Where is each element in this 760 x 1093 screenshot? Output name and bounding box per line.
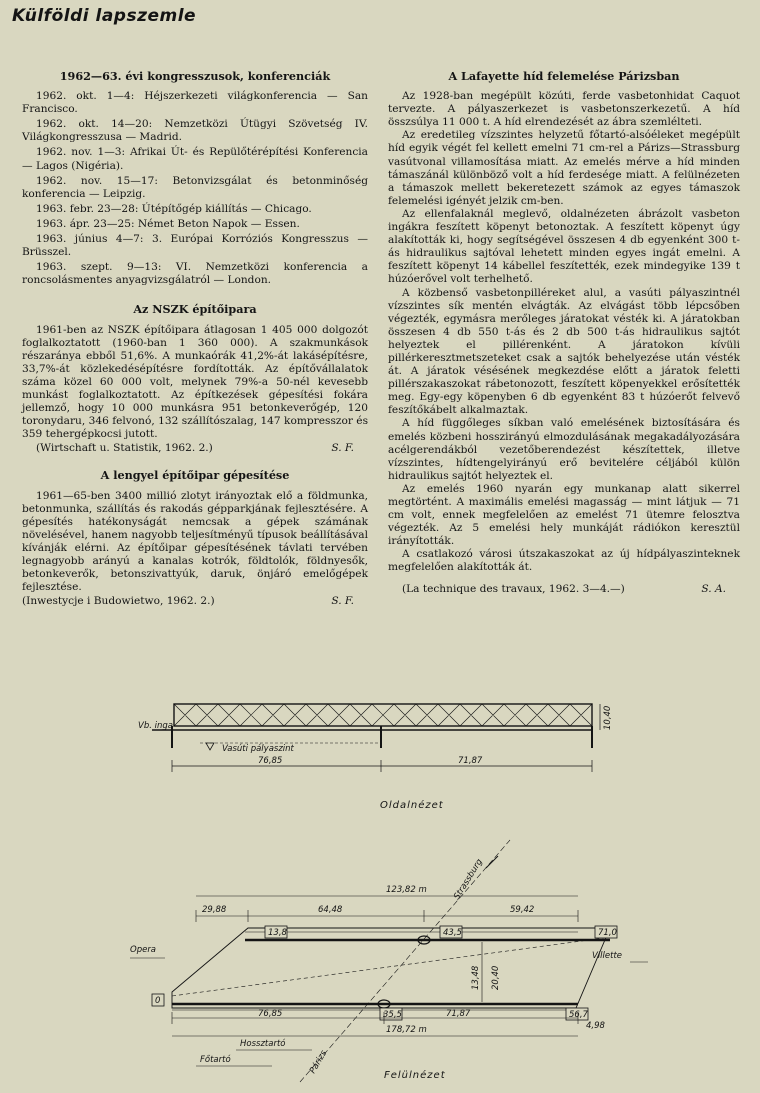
plan-girder-line [172, 938, 604, 996]
polish-signature: S. F. [331, 595, 354, 608]
lafayette-paragraph: A csatlakozó városi útszakaszokat az új hídpályaszinteknek megfelelően alakították át. [388, 548, 740, 574]
congress-entry: 1963. ápr. 23—25: Német Beton Napok — Essen. [36, 217, 300, 230]
side-rail-level-label: Vasúti pályaszint [222, 744, 294, 754]
lafayette-paragraph: Az emelés 1960 nyarán egy munkanap alatt sikerrel megtörtént. A maximális emelési magasság — mint látjuk — 71 cm volt, ennek megfelelően az emelést 71 ütemre felosztva végezték. Az 5 emelési hely munkáját rádiókon keresztül irányították. [388, 482, 740, 548]
box-13-8-value: 13,8 [268, 928, 287, 938]
plan-dim-v1: 13,48 [471, 965, 481, 990]
congress-entry: 1962. okt. 14—20: Nemzetközi Útügyi Szövetség IV. Világkongresszusa — Madrid. [22, 118, 368, 144]
plan-label-strassburg: Strassburg [452, 857, 485, 902]
plan-label-opera: Opera [130, 945, 157, 955]
right-column [388, 70, 740, 596]
plan-label-villette: Villette [592, 951, 623, 961]
page-header: Külföldi lapszemle [12, 6, 197, 26]
left-column [22, 70, 368, 608]
box-43-5-value: 43,5 [443, 928, 462, 938]
lafayette-paragraph: A híd függőleges síkban való emelésének biztosítására és emelés közbeni hosszirányú elmozdulásának megakadályozására acélgerendákból vezetőberendezést készítettek, illetve vízszintes, hídtengelyirányú erő bevitelére céljából külön hidraulikus sajtót helyeztek el. [388, 417, 740, 482]
box-35-5-value: 35,5 [383, 1010, 402, 1020]
bridge-drawing [0, 690, 760, 1093]
nszk-signature: S. F. [331, 442, 354, 455]
lafayette-signature: S. A. [701, 582, 726, 595]
rail-level-marker [206, 743, 214, 750]
plan-caption: Felülnézet [384, 1070, 446, 1081]
polish-source-line [22, 595, 368, 608]
plan-label-hossztarto: Hossztartó [240, 1039, 286, 1049]
plan-label-fotarto: Főtartó [200, 1055, 231, 1065]
plan-rail-arrow [486, 856, 498, 868]
plan-dim-small: 4,98 [586, 1021, 605, 1031]
nszk-paragraph: 1961-ben az NSZK építőipara átlagosan 1 405 000 dolgozót foglalkoztatott (1960-ban 1 360 000). A szakmunkások részaránya ebből 51,6%. A munkaórák 41,2%-át lakásépítésre, 33,7%-át közlekedésépítésre fordították. Az építővállalatok száma közel 60 000 volt, melynek 79%-a 50-nél kevesebb munkást foglalkoztatott. Az építkezések gépesítési fokára jellemző, hogy 10 000 munkásra 951 betonkeverőgép, 120 toronydaru, 346 felvonó, 132 szállítószalag, 147 kompresszor és 359 tehergépkocsi jutott. [22, 323, 368, 441]
plan-total-bottom: 178,72 m [386, 1025, 427, 1035]
plan-railway-axis [300, 840, 510, 1082]
bridge-figure [0, 690, 760, 1093]
lafayette-source: (La technique des travaux, 1962. 3—4.—) [402, 582, 625, 595]
congress-entry: 1963. febr. 23—28: Útépítőgép kiállítás — Chicago. [36, 202, 312, 215]
congress-entry: 1962. nov. 1—3: Afrikai Út- és Repülőtérépítési Konferencia — Lagos (Nigéria). [22, 146, 368, 172]
box-71-0-value: 71,0 [598, 928, 617, 938]
side-dim-left: 76,85 [258, 756, 283, 766]
lafayette-paragraph: A közbenső vasbetonpilléreket alul, a vasúti pályaszintnél vízszintes sík mentén elvágták. Az elvágást több lépcsőben végezték, egymásra merőleges járatokat vésték ki. A járatokban összesen 4 db 550 t-ás és 2 db 500 t-ás hidraulikus sajtót helyeztek el pillérenként. A járatokon kívüli pillérkeresztmetszeteket csak a sajtók behelyezése után vésték át. A járatok vésésének megkezdése előtt a járatok feletti pillérszakaszokat rábetonozott, feszített köpenyekkel erősítették meg. Egy-egy köpenyben 6 db egyenként 83 t húzóerőt felvevő feszítőkábelt alkalmaztak. [388, 286, 740, 417]
plan-dim-v2: 20,40 [491, 965, 501, 990]
lafayette-title: A Lafayette híd felemelése Párizsban [448, 69, 680, 83]
plan-dim-c: 59,42 [510, 905, 535, 915]
congress-list [22, 90, 368, 287]
box-56-7-value: 56,7 [569, 1010, 588, 1020]
polish-title: A lengyel építőipar gépesítése [100, 468, 290, 483]
plan-label-paris: Párizs [307, 1048, 330, 1076]
congress-entry: 1962. okt. 1—4: Héjszerkezeti világkonferencia — San Francisco. [22, 90, 368, 116]
polish-source: (Inwestycje i Budowietwo, 1962. 2.) [22, 595, 215, 608]
plan-bottom-left: 76,85 [258, 1009, 283, 1019]
side-view [138, 704, 613, 811]
lafayette-source-line [388, 583, 740, 596]
congress-title: 1962—63. évi kongresszusok, konferenciák [59, 69, 331, 83]
side-dim-height: 10,40 [603, 705, 613, 730]
plan-dim-a: 29,88 [202, 905, 227, 915]
nszk-title: Az NSZK építőipara [133, 302, 257, 317]
side-caption: Oldalnézet [380, 800, 444, 811]
congress-entry: 1963. szept. 9—13: VI. Nemzetközi konferencia a roncsolásmentes anyagvizsgálatról — London. [22, 261, 368, 287]
plan-bottom-right: 71,87 [446, 1009, 471, 1019]
lafayette-paragraph: Az 1928-ban megépült közúti, ferde vasbetonhidat Caquot tervezte. A pályaszerkezet is vasbetonszerkezetű. A híd összsúlya 11 000 t. A híd elrendezését az ábra szemlélteti. [388, 90, 740, 129]
nszk-source: (Wirtschaft u. Statistik, 1962. 2.) [36, 442, 213, 455]
nszk-source-line [22, 442, 368, 455]
side-dim-right: 71,87 [458, 756, 483, 766]
plan-dim-b: 64,48 [318, 905, 343, 915]
side-deck-hatch [174, 704, 592, 726]
side-track-label: Vb. inga [138, 721, 173, 731]
lafayette-paragraph: Az ellenfalaknál meglevő, oldalnézeten ábrázolt vasbeton ingákra feszített köpenyt betonoztak. A feszített köpenyt úgy alakították ki, hogy segítségével összesen 4 db egyenként 300 t-ás hidraulikus sajtóval lehetett minden egyes ingát emelni. A feszített köpenyt 14 kábellel feszítették, ezek mindegyike 139 t húzóerővel volt terhelhető. [388, 207, 740, 286]
congress-entry: 1962. nov. 15—17: Betonvizsgálat és betonminőség konferencia — Leipzig. [22, 174, 368, 200]
congress-entry: 1963. június 4—7: 3. Európai Korróziós Kongresszus — Brüsszel. [22, 233, 368, 259]
polish-paragraph: 1961—65-ben 3400 millió zlotyt irányoztak elő a földmunka, betonmunka, szállítás és rakodás gépparkjának fejlesztésére. A gépesítés hatékonyságát nemcsak a gépek számának növelésével, hanem nagyobb teljesítményű típusok beállításával kívánják elérni. Az építőipar gépesítésének távlati tervében legnagyobb arányú a kanalas kotrók, földtolók, földnyesők, betonkeverők, betonszivattyúk, daruk, önjáró emelőgépek fejlesztése. [22, 489, 368, 594]
lafayette-paragraph: Az eredetileg vízszintes helyzetű főtartó-alsóéleket megépült híd egyik végét fel kellett emelni 71 cm-rel a Párizs—Strassburg vasútvonal villamosítása miatt. Az emelés mérve a híd minden támaszánál különböző volt a híd ferdesége miatt. A felülnézeten a támaszok mellett bekeretezett számok az egyes támaszok felemelési igényét jelzik cm-ben. [388, 129, 740, 207]
plan-view [130, 840, 648, 1082]
plan-total-top: 123,82 m [386, 885, 427, 895]
box-0-value: 0 [155, 996, 161, 1006]
